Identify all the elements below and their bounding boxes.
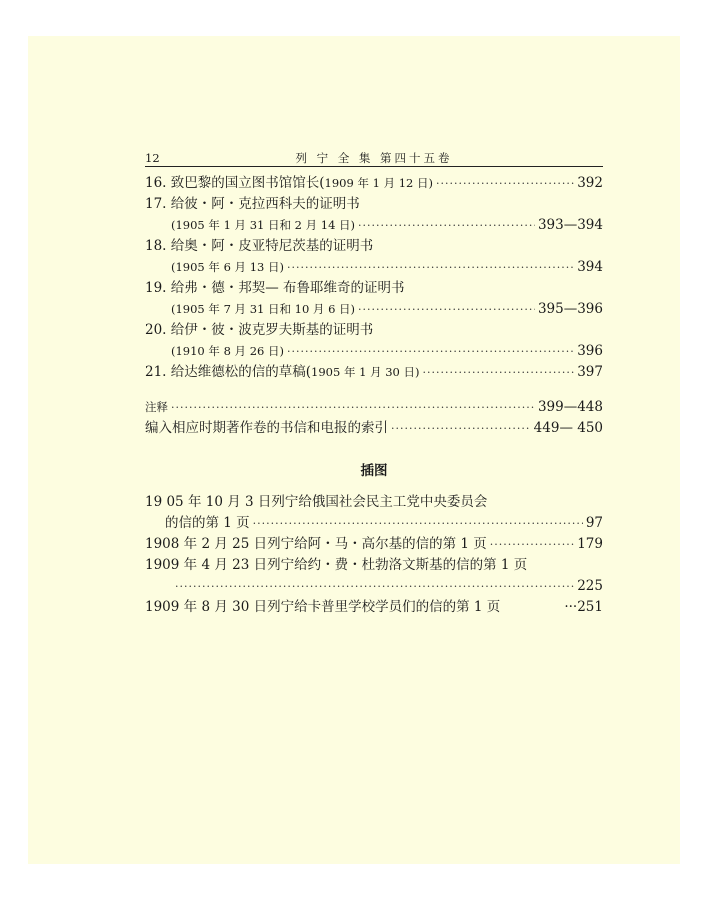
leader-dots (358, 299, 535, 320)
toc-entry-21 (145, 362, 603, 383)
toc-entry-18-date (145, 257, 603, 278)
toc-entry-17-date (145, 215, 603, 236)
entry-title: 21. 给达维德松的信的草稿( (145, 364, 312, 380)
entry-date: (1910 年 8 月 26 日) (171, 344, 284, 358)
index-label: 编入相应时期著作卷的书信和电报的索引 (145, 420, 388, 436)
spacer (145, 383, 603, 397)
toc-entry-20-title: 20. 给伊・彼・波克罗夫斯基的证明书 (145, 322, 374, 338)
leader-dots (490, 534, 574, 555)
illustration-3-line2 (145, 576, 603, 597)
entry-date: (1905 年 6 月 13 日) (171, 260, 284, 274)
toc-notes (145, 397, 603, 418)
leader-dots (171, 397, 535, 418)
toc-entry-19-date (145, 299, 603, 320)
toc-index (145, 418, 603, 439)
notes-label: 注释 (145, 400, 168, 414)
leader-dots (391, 418, 531, 439)
index-pages: 449— 450 (533, 420, 603, 436)
entry-date: (1905 年 1 月 31 日和 2 月 14 日) (171, 218, 356, 232)
book-title: 列 宁 全 集 第四十五卷 (295, 151, 453, 165)
running-header (145, 146, 603, 167)
illustrations-heading: 插图 (360, 463, 388, 479)
entry-date: (1905 年 7 月 31 日和 10 月 6 日) (171, 302, 356, 316)
toc-entry-18-title: 18. 给奥・阿・皮亚特尼茨基的证明书 (145, 238, 374, 254)
illustration-pages: 97 (585, 515, 603, 531)
illustration-2 (145, 534, 603, 555)
illustration-title: 的信的第 1 页 (165, 515, 250, 531)
entry-pages: 395—396 (537, 301, 603, 317)
toc-entry-16 (145, 173, 603, 194)
illustration-pages: 225 (577, 578, 603, 594)
illustration-4 (145, 597, 603, 618)
toc-content (145, 146, 603, 618)
entry-title: 16. 致巴黎的国立图书馆馆长( (145, 175, 325, 191)
toc-entry-17-title: 17. 给彼・阿・克拉西科夫的证明书 (145, 196, 360, 212)
entry-pages: 392 (577, 175, 603, 191)
toc-entry-19-title: 19. 给弗・德・邦契— 布鲁耶维奇的证明书 (145, 280, 405, 296)
entry-date: 1905 年 1 月 30 日) (311, 365, 420, 379)
leader-dots (423, 362, 575, 383)
entry-pages: 397 (577, 364, 603, 380)
leader-dots (287, 341, 574, 362)
illustration-3-line1: 1909 年 4 月 23 日列宁给约・费・杜勃洛文斯基的信的第 1 页 (145, 557, 528, 573)
entry-pages: 393—394 (537, 217, 603, 233)
illustration-pages: 179 (577, 536, 603, 552)
entry-pages: 394 (577, 259, 603, 275)
leader-dots (253, 513, 583, 534)
entry-date: 1909 年 1 月 12 日) (324, 176, 434, 190)
book-page (28, 36, 680, 864)
leader-dots (287, 257, 574, 278)
leader-dots (436, 173, 574, 194)
notes-pages: 399—448 (537, 399, 603, 415)
toc-entry-20-date (145, 341, 603, 362)
leader-dots (358, 215, 535, 236)
entry-pages: 396 (577, 343, 603, 359)
illustration-1-line1: 19 05 年 10 月 3 日列宁给俄国社会民主工党中央委员会 (145, 494, 488, 510)
leader-dots (175, 576, 574, 597)
illustration-pages: ···251 (564, 599, 603, 615)
illustration-1-line2 (145, 513, 603, 534)
illustration-title: 1908 年 2 月 25 日列宁给阿・马・高尔基的信的第 1 页 (145, 536, 487, 552)
illustration-title: 1909 年 8 月 30 日列宁给卡普里学校学员们的信的第 1 页 (145, 599, 501, 615)
page-number: 12 (145, 151, 160, 165)
